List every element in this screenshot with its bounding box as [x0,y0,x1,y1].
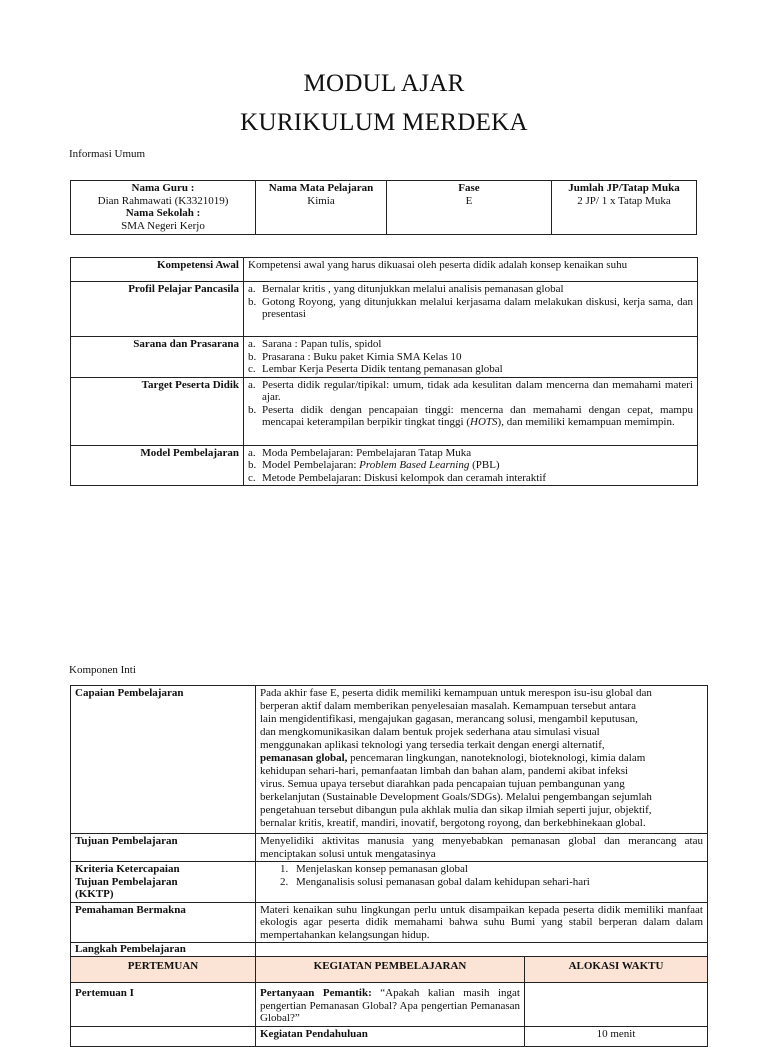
kompetensi-row [71,258,698,282]
tujuan-text: Menyelidiki aktivitas manusia yang menyebabkan pemanasan global dan merancang atau menciptakan solusi untuk mengatasinya [256,834,708,862]
target-list [248,379,693,429]
langkah-label: Langkah Pembelajaran [71,943,256,957]
jp-value: 2 JP/ 1 x Tatap Muka [577,194,671,207]
capaian-label: Capaian Pembelajaran [71,686,256,834]
col-pertemuan: PERTEMUAN [71,957,256,983]
fase-label: Fase [458,182,480,194]
kegiatan-pendahuluan-row [71,1026,708,1046]
jp-cell [552,181,697,235]
mapel-label: Nama Mata Pelajaran [268,182,374,194]
target-row [71,377,698,445]
col-alokasi: ALOKASI WAKTU [525,957,708,983]
guru-cell [71,181,256,235]
model-list [248,447,693,485]
sarana-list [248,338,693,376]
informasi-umum-label: Informasi Umum [69,148,146,160]
komponen-inti-label: Komponen Inti [69,664,136,676]
tujuan-label: Tujuan Pembelajaran [71,834,256,862]
list-item: a. Sarana : Papan tulis, spidol [248,338,382,350]
sarana-row [71,337,698,378]
langkah-row [71,943,708,957]
document-title-line1: MODUL AJAR [303,70,465,97]
pemahaman-label: Pemahaman Bermakna [71,902,256,943]
komponen-inti-table [70,685,708,1047]
nama-sekolah-value: SMA Negeri Kerjo [121,219,205,232]
nama-guru-value: Dian Rahmawati (K3321019) [97,194,229,207]
list-item: c. Lembar Kerja Peserta Didik tentang pemanasan global [248,363,503,375]
langkah-header-row [71,957,708,983]
sarana-label: Sarana dan Prasarana [71,337,244,378]
list-item: a. Moda Pembelajaran: Pembelajaran Tatap Muka [248,446,472,459]
fase-cell [387,181,552,235]
list-item: 2. Menganalisis solusi pemanasan gobal dalam kehidupan sehari-hari [280,875,590,888]
profil-list [248,283,693,321]
pertanyaan-pemantik: Pertanyaan Pemantik: “Apakah kalian masih ingat pengertian Pemanasan Global? Apa pengertian Pemanasan Global?” [256,983,525,1027]
model-row [71,445,698,486]
pertemuan-1-label: Pertemuan I [71,983,256,1027]
list-item: b. Gotong Royong, yang ditunjukkan melalui kerjasama dalam melakukan diskusi, kerja sama, dan presentasi [248,295,693,320]
list-item: a. Bernalar kritis , yang ditunjukkan melalui analisis pemanasan global [248,283,564,295]
list-item: c. Metode Pembelajaran: Diskusi kelompok dan ceramah interaktif [248,471,547,484]
alokasi-pendahuluan: 10 menit [525,1026,708,1046]
capaian-text: Pada akhir fase E, peserta didik memiliki kemampuan untuk merespon isu-isu global dan berperan aktif dalam memberikan penyelesaian masalah. Kemampuan tersebut antara lain mengidentifikasi, mengajukan gagasan, merancang solusi, mengambil keputusan, dan mengkomunikasikan dalam bentuk projek sederhana atau simulasi visual menggunakan aplikasi teknologi yang tersedia terkait dengan energi alternatif, pemanasan global, pencemaran lingkungan, nanoteknologi, bioteknologi, kimia dalam kehidupan sehari-hari, pemanfaatan limbah dan bahan alam, pandemi akibat infeksi virus. Semua upaya tersebut diarahkan pada pencapaian tujuan pembangunan yang berkelanjutan (Sustainable Development Goals/SDGs). Melalui pengembangan sejumlah pengetahuan tersebut dibangun pula akhlak mulia dan sikap ilmiah seperti jujur, objektif, bernalar kritis, kreatif, mandiri, inovatif, bergotong royong, dan berkebhinekaan global. [256,686,708,834]
list-item: b. Prasarana : Buku paket Kimia SMA Kelas 10 [248,350,462,363]
fase-value: E [465,194,473,207]
document-title-line2: KURIKULUM MERDEKA [240,109,528,136]
kriteria-label: Kriteria Ketercapaian Tujuan Pembelajaran (KKTP) [71,862,256,903]
list-item: b. Model Pembelajaran: Problem Based Learning (PBL) [248,459,500,471]
kriteria-list [260,863,703,888]
mapel-value: Kimia [307,194,335,207]
profil-row [71,282,698,337]
nama-sekolah-label: Nama Sekolah : [125,207,201,219]
list-item: b. Peserta didik dengan pencapaian tinggi: mencerna dan memahami dengan cepat, mampu mencapai keterampilan berpikir tingkat tinggi (HOTS), dan memiliki kemampuan memimpin. [248,403,693,428]
col-kegiatan: KEGIATAN PEMBELAJARAN [256,957,525,983]
nama-guru-label: Nama Guru : [131,182,195,194]
informasi-umum-table [70,180,697,235]
kompetensi-label: Kompetensi Awal [71,258,244,282]
jp-label: Jumlah JP/Tatap Muka [568,182,680,194]
kriteria-row [71,862,708,903]
list-item: a. Peserta didik regular/tipikal: umum, tidak ada kesulitan dalam mencerna dan memahami materi ajar. [248,378,693,403]
info-rows-table [70,257,698,486]
kegiatan-pendahuluan: Kegiatan Pendahuluan [256,1026,525,1046]
tujuan-row [71,834,708,862]
capaian-row [71,686,708,834]
profil-label: Profil Pelajar Pancasila [71,282,244,337]
model-label: Model Pembelajaran [71,445,244,486]
pemahaman-text: Materi kenaikan suhu lingkungan perlu untuk disampaikan kepada peserta didik memiliki manfaat ekologis agar peserta didik memahami bahwa suhu Bumi yang stabil berperan dalam dalam mempertahankan kelangsungan hidup. [256,902,708,943]
pemahaman-row [71,902,708,943]
mapel-cell [256,181,387,235]
kompetensi-text: Kompetensi awal yang harus dikuasai oleh peserta didik adalah konsep kenaikan suhu [244,258,698,282]
target-label: Target Peserta Didik [71,377,244,445]
list-item: 1. Menjelaskan konsep pemanasan global [280,863,468,875]
pertemuan-row [71,983,708,1027]
